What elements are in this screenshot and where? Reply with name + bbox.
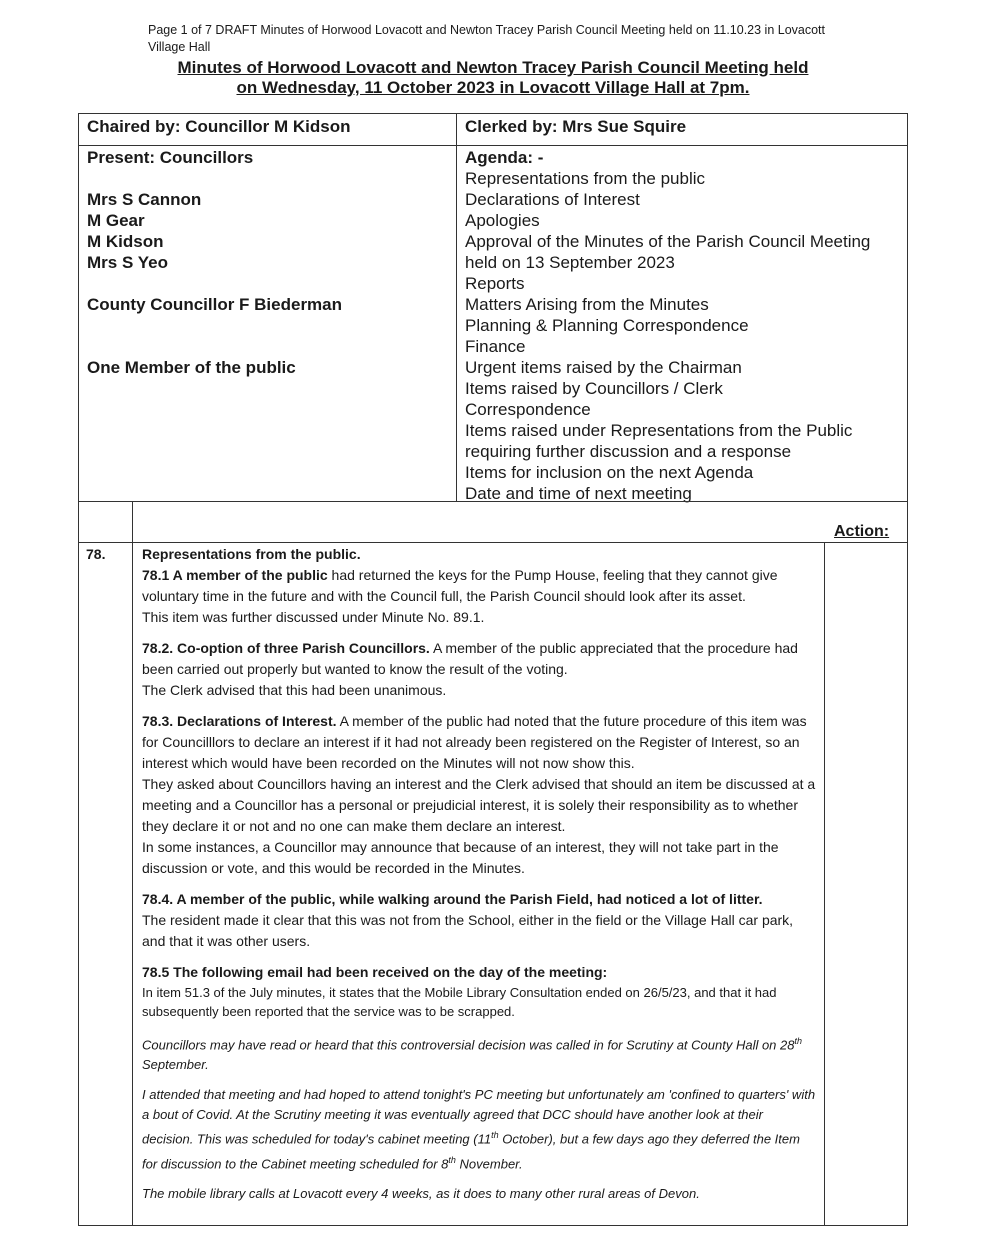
running-header xyxy=(148,22,848,56)
agenda-item: Correspondence xyxy=(465,400,591,419)
minute-78-5-lead: 78.5 The following email had been received on the day of the meeting: xyxy=(142,964,608,980)
email-paragraph-2 xyxy=(142,1085,817,1174)
agenda-list xyxy=(465,168,905,504)
minutes-body xyxy=(142,544,817,1214)
info-table-divider xyxy=(456,113,457,502)
email-2a: I attended that meeting and had hoped to attend tonight's PC meeting but unfortunately am 'confined to quarters' with a bout of Covid. At the Scrutiny meeting it was eventually agreed that DCC should have another look at their decision. This was scheduled for today's cabinet meeting (11 xyxy=(142,1087,816,1147)
agenda-item: Approval of the Minutes of the Parish Council Meeting xyxy=(465,232,871,251)
minute-78-3 xyxy=(142,711,817,774)
minute-78-1-text: had returned the keys for the Pump House, feeling that they cannot give voluntary time in the future and with the Council full, the Parish Council should look after its asset. xyxy=(142,567,778,604)
action-heading: Action: xyxy=(834,523,890,540)
minute-78-3-text: A member of the public had noted that the future procedure of this item was for Councilllors to declare an interest if it had not already been registered on the Register of Interest, so an interest which would have been recorded on the Minutes will not now show this. xyxy=(142,713,807,771)
email-1-sup: th xyxy=(794,1036,803,1046)
email-2c: November. xyxy=(455,1155,523,1171)
item-number: 78. xyxy=(86,546,106,562)
present-column xyxy=(87,147,447,378)
present-heading: Present: Councillors xyxy=(87,148,254,167)
section-heading: Representations from the public. xyxy=(142,546,361,562)
minutes-action-divider xyxy=(824,542,825,1226)
minute-78-1-note: This item was further discussed under Minute No. 89.1. xyxy=(142,609,485,625)
minute-78-3-text3: In some instances, a Councillor may announce that because of an interest, they will not take part in the discussion or vote, and this would be recorded in the Minutes. xyxy=(142,839,779,876)
minute-78-2 xyxy=(142,638,817,680)
email-2-sup1: th xyxy=(491,1130,499,1141)
minute-78-3-text2: They asked about Councillors having an interest and the Clerk advised that should an item be discussed at a meeting and a Councillor has a personal or prejudicial interest, it is solely their responsibility as to whether they declare it or not and no one can make them declare an interest. xyxy=(142,776,816,834)
agenda-column xyxy=(465,147,905,504)
email-2b: October), but a few days ago they deferred the Item for discussion to the Cabinet meeting scheduled for 8 xyxy=(142,1131,800,1171)
agenda-item: Urgent items raised by the Chairman xyxy=(465,358,742,377)
minute-78-2-lead: 78.2. Co-option of three Parish Councillors. xyxy=(142,640,430,656)
agenda-item: Apologies xyxy=(465,211,540,230)
agenda-item: Items for inclusion on the next Agenda xyxy=(465,463,754,482)
running-header-line1: Page 1 of 7 DRAFT Minutes of Horwood Lovacott and Newton Tracey Parish Council Meeting held on 11.10.23 in Lovacott xyxy=(148,23,826,37)
info-table-row-divider xyxy=(78,145,908,146)
agenda-item: Declarations of Interest xyxy=(465,190,640,209)
member-of-public: One Member of the public xyxy=(87,358,296,377)
councillor-item: Mrs S Yeo xyxy=(87,253,168,272)
councillor-item: M Kidson xyxy=(87,232,164,251)
agenda-item: Planning & Planning Correspondence xyxy=(465,316,749,335)
minute-78-3-lead: 78.3. Declarations of Interest. xyxy=(142,713,337,729)
councillor-list xyxy=(87,189,447,273)
email-1-text: Councillors may have read or heard that this controversial decision was called in for Scrutiny at County Hall on 28 xyxy=(142,1037,795,1053)
document-title xyxy=(78,58,908,98)
minute-78-2-text: A member of the public appreciated that the procedure had been carried out properly but wanted to know the result of the voting. xyxy=(142,640,798,677)
minutes-header-divider xyxy=(78,542,908,543)
title-line2: on Wednesday, 11 October 2023 in Lovacott Village Hall at 7pm. xyxy=(236,78,750,97)
chaired-by: Chaired by: Councillor M Kidson xyxy=(87,117,351,136)
running-header-line2: Village Hall xyxy=(148,40,211,54)
councillor-item: Mrs S Cannon xyxy=(87,190,202,209)
agenda-item: Items raised by Councillors / Clerk xyxy=(465,379,723,398)
councillor-item: M Gear xyxy=(87,211,145,230)
email-paragraph-3: The mobile library calls at Lovacott every 4 weeks, as it does to many other rural areas of Devon. xyxy=(142,1185,700,1201)
agenda-heading: Agenda: - xyxy=(465,148,544,167)
clerked-by: Clerked by: Mrs Sue Squire xyxy=(465,117,687,136)
county-councillor: County Councillor F Biederman xyxy=(87,295,343,314)
minute-78-1 xyxy=(142,565,817,607)
agenda-item: Representations from the public xyxy=(465,169,706,188)
agenda-item: Finance xyxy=(465,337,526,356)
title-line1: Minutes of Horwood Lovacott and Newton Tracey Parish Council Meeting held xyxy=(177,58,809,77)
agenda-item: Date and time of next meeting xyxy=(465,484,692,503)
email-1-end: September. xyxy=(142,1057,209,1073)
agenda-item: Reports xyxy=(465,274,525,293)
minute-78-4-lead: 78.4. A member of the public, while walking around the Parish Field, had noticed a lot of litter. xyxy=(142,891,763,907)
agenda-item: held on 13 September 2023 xyxy=(465,253,675,272)
agenda-item: requiring further discussion and a response xyxy=(465,442,792,461)
email-2-sup2: th xyxy=(448,1154,456,1165)
minute-78-2-note: The Clerk advised that this had been unanimous. xyxy=(142,682,447,698)
minutes-number-divider xyxy=(132,501,133,1226)
agenda-item: Items raised under Representations from the Public xyxy=(465,421,853,440)
minute-78-5-text: In item 51.3 of the July minutes, it states that the Mobile Library Consultation ended on 26/5/23, and that it had subsequently been reported that the service was to be scrapped. xyxy=(142,985,777,1019)
agenda-item: Matters Arising from the Minutes xyxy=(465,295,709,314)
email-paragraph-1 xyxy=(142,1031,817,1075)
minute-78-4-text: The resident made it clear that this was not from the School, either in the field or the Village Hall car park, and that it was other users. xyxy=(142,912,794,949)
minute-78-1-lead: 78.1 A member of the public xyxy=(142,567,328,583)
